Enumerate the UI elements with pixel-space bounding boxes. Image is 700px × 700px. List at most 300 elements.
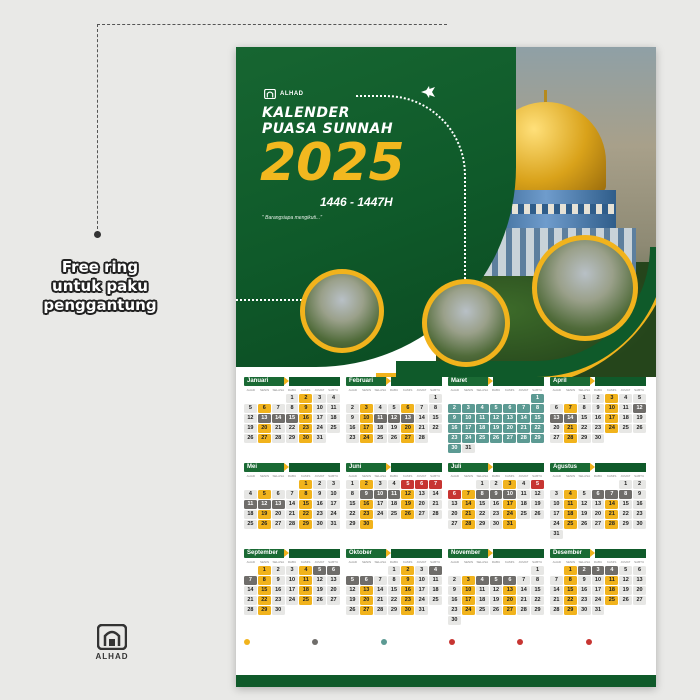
day-cell: 7: [244, 576, 257, 585]
day-cell: 19: [490, 596, 503, 605]
weekday-label: SELASA: [578, 474, 591, 478]
weekday-label: KAMIS: [505, 388, 515, 392]
day-cell: 1: [388, 566, 401, 575]
poster-footer-bar: [236, 675, 656, 687]
day-cell: 25: [605, 596, 618, 605]
day-cell: 15: [564, 586, 577, 595]
empty-cell: [476, 394, 489, 403]
day-cell: 30: [360, 520, 373, 529]
weekday-label: JUMAT: [518, 388, 529, 392]
day-cell: 5: [619, 566, 632, 575]
empty-cell: [462, 394, 475, 403]
day-cell: 17: [313, 414, 326, 423]
day-cell: 21: [605, 510, 618, 519]
callout-line-3: penggantung: [43, 296, 157, 314]
day-cell: 26: [633, 424, 646, 433]
month-header: [550, 463, 646, 472]
day-cell: 30: [448, 444, 461, 453]
day-cell: 4: [374, 404, 387, 413]
day-cell: 24: [286, 596, 299, 605]
day-cell: 13: [503, 414, 516, 423]
day-cell: 11: [476, 414, 489, 423]
day-cell: 1: [531, 394, 544, 403]
day-cell: 28: [605, 520, 618, 529]
day-cell: 8: [429, 404, 442, 413]
empty-cell: [476, 566, 489, 575]
day-cell: 5: [490, 576, 503, 585]
weekday-label: JUMAT: [416, 474, 427, 478]
day-cell: 21: [517, 596, 530, 605]
day-cell: 27: [415, 510, 428, 519]
day-cell: 12: [401, 490, 414, 499]
day-cell: 13: [415, 490, 428, 499]
day-cell: 18: [517, 500, 530, 509]
day-cell: 10: [550, 500, 563, 509]
month-hijri-label: [493, 377, 544, 386]
empty-cell: [503, 394, 516, 403]
month-hijri-label: [595, 377, 646, 386]
day-cell: 13: [272, 500, 285, 509]
weekday-label: SENIN: [463, 388, 474, 392]
empty-cell: [346, 394, 359, 403]
day-cell: 17: [374, 500, 387, 509]
weekday-label: KAMIS: [607, 560, 617, 564]
weekday-label: SELASA: [272, 474, 285, 478]
empty-cell: [374, 394, 387, 403]
dotted-line: [236, 299, 306, 301]
empty-cell: [374, 566, 387, 575]
weekday-label: SELASA: [476, 560, 489, 564]
day-cell: 11: [327, 404, 340, 413]
month-header: [244, 549, 340, 558]
day-cell: 26: [578, 520, 591, 529]
weekday-label: JUMAT: [518, 474, 529, 478]
day-cell: 27: [503, 434, 516, 443]
day-cell: 20: [503, 596, 516, 605]
day-cell: 15: [429, 414, 442, 423]
day-cell: 28: [517, 434, 530, 443]
day-cell: 19: [388, 424, 401, 433]
legend-swatch: [381, 639, 387, 645]
day-cell: 18: [388, 500, 401, 509]
poster-title-line-2: PUASA SUNNAH: [262, 121, 394, 137]
empty-cell: [244, 566, 257, 575]
day-grid: [448, 394, 544, 453]
calendar-poster: [236, 47, 656, 687]
day-cell: 8: [346, 490, 359, 499]
day-cell: 4: [327, 394, 340, 403]
weekday-row: [244, 388, 340, 393]
empty-cell: [517, 394, 530, 403]
day-cell: 13: [633, 576, 646, 585]
ring-guide-line-vertical: [97, 24, 98, 234]
day-cell: 9: [313, 490, 326, 499]
day-cell: 28: [374, 606, 387, 615]
day-cell: 23: [578, 596, 591, 605]
day-cell: 8: [388, 576, 401, 585]
month-hijri-label: [289, 463, 340, 472]
day-cell: 12: [633, 404, 646, 413]
day-cell: 16: [313, 500, 326, 509]
day-cell: 21: [462, 510, 475, 519]
month-header: [550, 377, 646, 386]
day-cell: 4: [476, 576, 489, 585]
day-cell: 8: [299, 490, 312, 499]
day-cell: 27: [327, 596, 340, 605]
day-cell: 7: [429, 480, 442, 489]
weekday-label: JUMAT: [518, 560, 529, 564]
day-cell: 16: [360, 500, 373, 509]
weekday-label: RABU: [593, 388, 603, 392]
month-name: Juni: [346, 463, 386, 472]
day-cell: 3: [327, 480, 340, 489]
day-cell: 30: [592, 434, 605, 443]
day-cell: 5: [244, 404, 257, 413]
day-cell: 19: [313, 586, 326, 595]
day-cell: 28: [429, 510, 442, 519]
day-cell: 21: [550, 596, 563, 605]
empty-cell: [272, 480, 285, 489]
day-cell: 21: [286, 510, 299, 519]
day-cell: 24: [592, 596, 605, 605]
empty-cell: [564, 394, 577, 403]
weekday-label: AHAD: [552, 388, 562, 392]
weekday-label: SABTU: [430, 474, 441, 478]
poster-year: 2025: [260, 133, 405, 193]
day-cell: 14: [415, 414, 428, 423]
day-cell: 22: [619, 510, 632, 519]
weekday-label: AHAD: [552, 474, 562, 478]
day-cell: 14: [374, 586, 387, 595]
day-cell: 21: [517, 424, 530, 433]
day-cell: 5: [258, 490, 271, 499]
weekday-label: AHAD: [450, 474, 460, 478]
weekday-label: SENIN: [361, 388, 372, 392]
day-cell: 22: [531, 596, 544, 605]
day-cell: 11: [605, 576, 618, 585]
day-grid: [550, 480, 646, 539]
day-cell: 19: [346, 596, 359, 605]
weekday-label: SENIN: [463, 474, 474, 478]
month-juni: [346, 463, 442, 545]
day-cell: 28: [550, 606, 563, 615]
day-cell: 11: [244, 500, 257, 509]
day-cell: 28: [244, 606, 257, 615]
day-grid: [550, 394, 646, 443]
weekday-label: JUMAT: [416, 388, 427, 392]
day-cell: 11: [517, 490, 530, 499]
day-cell: 30: [299, 434, 312, 443]
weekday-row: [244, 560, 340, 565]
day-cell: 6: [415, 480, 428, 489]
day-cell: 6: [360, 576, 373, 585]
poster-hijri-year: 1446 - 1447H: [320, 195, 393, 209]
day-cell: 2: [272, 566, 285, 575]
empty-cell: [550, 566, 563, 575]
day-cell: 4: [517, 480, 530, 489]
day-cell: 28: [564, 434, 577, 443]
day-cell: 10: [605, 404, 618, 413]
day-cell: 26: [313, 596, 326, 605]
month-header: [346, 377, 442, 386]
day-cell: 12: [313, 576, 326, 585]
day-cell: 11: [429, 576, 442, 585]
day-cell: 8: [619, 490, 632, 499]
day-grid: [346, 394, 442, 443]
weekday-label: SABTU: [532, 560, 543, 564]
day-cell: 8: [258, 576, 271, 585]
day-cell: 8: [531, 404, 544, 413]
day-cell: 1: [258, 566, 271, 575]
day-cell: 23: [592, 424, 605, 433]
day-cell: 7: [550, 576, 563, 585]
weekday-label: SABTU: [634, 560, 645, 564]
day-cell: 6: [327, 566, 340, 575]
empty-cell: [578, 480, 591, 489]
weekday-label: JUMAT: [620, 560, 631, 564]
day-cell: 21: [272, 424, 285, 433]
day-cell: 3: [462, 576, 475, 585]
empty-cell: [244, 394, 257, 403]
day-cell: 18: [299, 586, 312, 595]
mosque-logo-icon: [97, 624, 127, 650]
day-cell: 21: [374, 596, 387, 605]
day-cell: 2: [592, 394, 605, 403]
day-cell: 13: [592, 500, 605, 509]
day-cell: 3: [415, 566, 428, 575]
empty-cell: [360, 566, 373, 575]
weekday-label: RABU: [389, 474, 399, 478]
day-cell: 25: [299, 596, 312, 605]
day-cell: 4: [619, 394, 632, 403]
day-cell: 29: [564, 606, 577, 615]
weekday-label: AHAD: [450, 560, 460, 564]
day-cell: 25: [429, 596, 442, 605]
day-cell: 27: [503, 606, 516, 615]
day-cell: 31: [462, 444, 475, 453]
month-name: Mei: [244, 463, 284, 472]
day-cell: 26: [490, 434, 503, 443]
empty-cell: [490, 394, 503, 403]
weekday-label: SENIN: [259, 560, 270, 564]
day-cell: 24: [605, 424, 618, 433]
day-cell: 16: [401, 586, 414, 595]
month-hijri-label: [595, 549, 646, 558]
day-cell: 12: [388, 414, 401, 423]
day-cell: 8: [564, 576, 577, 585]
day-cell: 25: [619, 424, 632, 433]
day-cell: 1: [286, 394, 299, 403]
month-hijri-label: [391, 377, 442, 386]
day-cell: 19: [401, 500, 414, 509]
day-cell: 5: [401, 480, 414, 489]
day-cell: 9: [490, 490, 503, 499]
weekday-label: SELASA: [272, 388, 285, 392]
day-grid: [244, 394, 340, 443]
empty-cell: [448, 394, 461, 403]
ring-guide-dot: [94, 231, 101, 238]
weekday-label: AHAD: [450, 388, 460, 392]
empty-cell: [346, 566, 359, 575]
day-cell: 10: [327, 490, 340, 499]
day-cell: 15: [388, 586, 401, 595]
day-cell: 4: [605, 566, 618, 575]
month-november: [448, 549, 544, 631]
day-cell: 13: [401, 414, 414, 423]
day-cell: 6: [258, 404, 271, 413]
month-header: [550, 549, 646, 558]
weekday-label: SENIN: [361, 560, 372, 564]
day-cell: 22: [258, 596, 271, 605]
day-cell: 7: [605, 490, 618, 499]
callout-line-1: Free ring: [61, 258, 139, 276]
day-cell: 21: [564, 424, 577, 433]
day-cell: 25: [327, 424, 340, 433]
month-header: [448, 463, 544, 472]
weekday-label: JUMAT: [620, 388, 631, 392]
day-cell: 18: [374, 424, 387, 433]
day-cell: 9: [346, 414, 359, 423]
day-cell: 17: [462, 424, 475, 433]
day-cell: 31: [550, 530, 563, 539]
day-cell: 4: [564, 490, 577, 499]
day-cell: 8: [476, 490, 489, 499]
day-cell: 29: [619, 520, 632, 529]
photo-circle-2: [422, 279, 510, 367]
day-cell: 6: [633, 566, 646, 575]
day-cell: 17: [327, 500, 340, 509]
weekday-label: RABU: [593, 560, 603, 564]
weekday-label: KAMIS: [505, 474, 515, 478]
weekday-row: [448, 474, 544, 479]
day-cell: 26: [388, 434, 401, 443]
day-cell: 18: [476, 424, 489, 433]
day-cell: 4: [429, 566, 442, 575]
day-cell: 10: [374, 490, 387, 499]
day-cell: 13: [258, 414, 271, 423]
day-cell: 24: [374, 510, 387, 519]
day-cell: 17: [503, 500, 516, 509]
legend-swatch: [586, 639, 592, 645]
day-cell: 17: [592, 586, 605, 595]
empty-cell: [462, 480, 475, 489]
day-cell: 16: [633, 500, 646, 509]
day-cell: 12: [490, 414, 503, 423]
month-name: September: [244, 549, 284, 558]
legend-item: [312, 639, 374, 645]
weekday-label: SABTU: [328, 388, 339, 392]
day-cell: 27: [360, 606, 373, 615]
airplane-icon: [420, 85, 436, 104]
day-cell: 13: [503, 586, 516, 595]
day-cell: 31: [503, 520, 516, 529]
day-cell: 2: [448, 576, 461, 585]
weekday-label: KAMIS: [403, 388, 413, 392]
day-cell: 17: [550, 510, 563, 519]
ring-guide-line: [97, 24, 447, 25]
month-name: Agustus: [550, 463, 590, 472]
day-cell: 7: [286, 490, 299, 499]
day-cell: 30: [272, 606, 285, 615]
day-cell: 10: [286, 576, 299, 585]
day-cell: 20: [360, 596, 373, 605]
day-cell: 22: [531, 424, 544, 433]
day-cell: 4: [388, 480, 401, 489]
day-cell: 7: [374, 576, 387, 585]
day-cell: 23: [401, 596, 414, 605]
weekday-label: AHAD: [246, 560, 256, 564]
day-cell: 21: [415, 424, 428, 433]
day-cell: 3: [605, 394, 618, 403]
legend-swatch: [244, 639, 250, 645]
empty-cell: [401, 394, 414, 403]
brand-logo: [92, 624, 132, 661]
day-cell: 24: [503, 510, 516, 519]
weekday-label: SENIN: [565, 388, 576, 392]
day-cell: 1: [578, 394, 591, 403]
day-cell: 7: [517, 576, 530, 585]
month-name: Desember: [550, 549, 590, 558]
weekday-label: RABU: [491, 474, 501, 478]
day-cell: 15: [531, 414, 544, 423]
day-cell: 14: [462, 500, 475, 509]
day-cell: 26: [490, 606, 503, 615]
weekday-label: KAMIS: [607, 474, 617, 478]
poster-hero: [236, 47, 656, 377]
day-cell: 25: [476, 434, 489, 443]
day-cell: 25: [564, 520, 577, 529]
day-cell: 26: [258, 520, 271, 529]
empty-cell: [605, 480, 618, 489]
weekday-label: RABU: [287, 388, 297, 392]
day-cell: 7: [462, 490, 475, 499]
day-cell: 12: [258, 500, 271, 509]
day-cell: 1: [476, 480, 489, 489]
weekday-row: [550, 388, 646, 393]
day-cell: 4: [299, 566, 312, 575]
day-cell: 1: [619, 480, 632, 489]
day-cell: 27: [550, 434, 563, 443]
day-cell: 9: [401, 576, 414, 585]
weekday-label: SELASA: [374, 388, 387, 392]
day-cell: 28: [517, 606, 530, 615]
callout-line-2: untuk paku: [52, 277, 148, 295]
day-cell: 12: [531, 490, 544, 499]
day-cell: 19: [531, 500, 544, 509]
weekday-label: SENIN: [361, 474, 372, 478]
day-cell: 22: [476, 510, 489, 519]
day-cell: 17: [605, 414, 618, 423]
day-cell: 7: [415, 404, 428, 413]
weekday-label: SABTU: [328, 560, 339, 564]
weekday-label: SABTU: [532, 474, 543, 478]
day-cell: 1: [564, 566, 577, 575]
weekday-label: SABTU: [430, 388, 441, 392]
day-cell: 6: [503, 404, 516, 413]
day-cell: 23: [299, 424, 312, 433]
empty-cell: [503, 566, 516, 575]
day-cell: 19: [619, 586, 632, 595]
day-cell: 2: [313, 480, 326, 489]
day-cell: 8: [531, 576, 544, 585]
month-header: [346, 463, 442, 472]
month-hijri-label: [391, 549, 442, 558]
day-cell: 15: [619, 500, 632, 509]
day-cell: 30: [578, 606, 591, 615]
weekday-label: RABU: [287, 474, 297, 478]
day-cell: 2: [448, 404, 461, 413]
day-cell: 21: [429, 500, 442, 509]
